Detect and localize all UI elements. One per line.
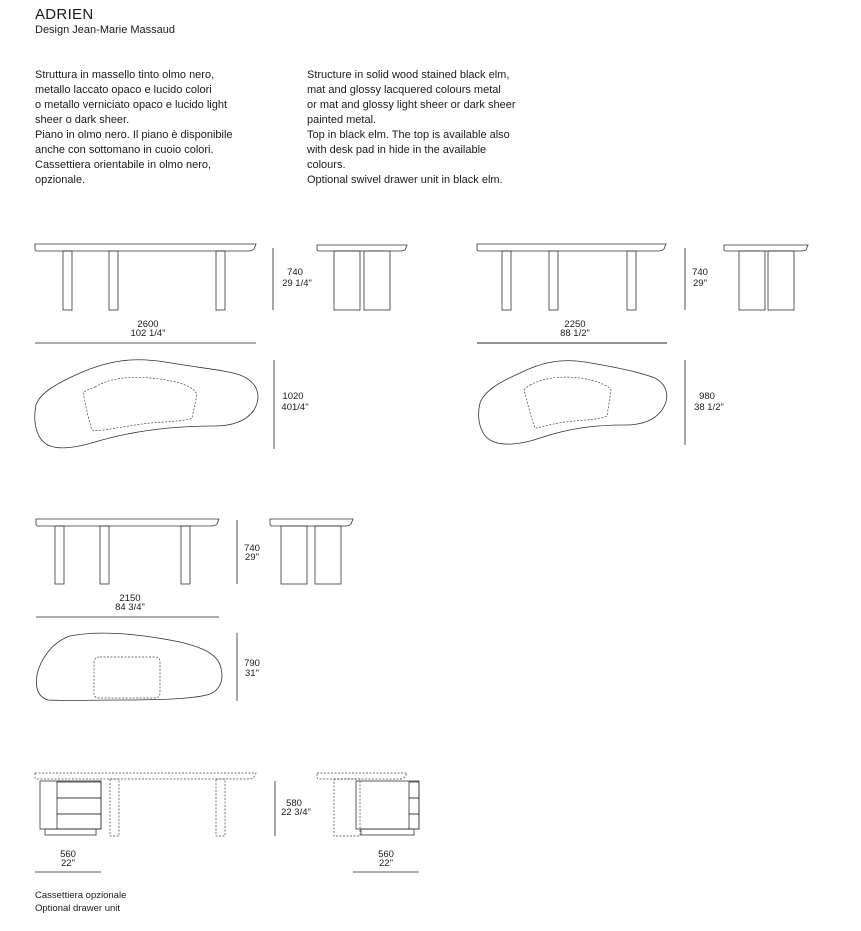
desk-2250-height-in: 29" bbox=[693, 278, 707, 289]
drawer-unit-height-in: 22 3/4" bbox=[281, 807, 311, 818]
designer-credit: Design Jean-Marie Massaud bbox=[35, 24, 176, 36]
description-line: anche con sottomano in cuoio colori. bbox=[35, 144, 214, 156]
desk-2250-top-view bbox=[479, 361, 667, 445]
drawer-note-english: Optional drawer unit bbox=[35, 903, 121, 914]
desk-2150-front-view bbox=[36, 519, 219, 584]
description-line: or mat and glossy light sheer or dark sheer bbox=[307, 99, 516, 111]
desk-2600-depth-in: 401/4" bbox=[281, 402, 309, 413]
description-line: Structure in solid wood stained black elm, bbox=[307, 69, 510, 81]
desk-2250-depth-mm: 980 bbox=[699, 391, 715, 402]
drawer-unit-side-width-mm: 560 bbox=[378, 849, 394, 860]
desk-2600-front-view bbox=[35, 244, 256, 310]
product-title: ADRIEN bbox=[35, 6, 94, 23]
desk-2150-width-in: 84 3/4" bbox=[115, 602, 145, 613]
desk-2600-side-view bbox=[317, 245, 407, 310]
description-line: mat and glossy lacquered colours metal bbox=[307, 84, 501, 96]
desk-2150-side-view bbox=[270, 519, 353, 584]
desk-2150-depth-in: 31" bbox=[245, 668, 259, 679]
desk-2600-height-in: 29 1/4" bbox=[282, 278, 312, 289]
drawer-unit-front-width-mm: 560 bbox=[60, 849, 76, 860]
desk-2250-side-view bbox=[724, 245, 808, 310]
desk-2250-width-mm: 2250 bbox=[564, 319, 586, 330]
desk-2250-width-in: 88 1/2" bbox=[560, 328, 590, 339]
drawer-unit-side-view bbox=[317, 773, 419, 836]
desk-2250-front-view bbox=[477, 244, 666, 310]
description-line: colours. bbox=[307, 159, 346, 171]
drawer-unit-height-mm: 580 bbox=[286, 798, 302, 809]
desk-2150-height-in: 29" bbox=[245, 552, 259, 563]
description-line: Top in black elm. The top is available also bbox=[307, 129, 510, 141]
description-line: opzionale. bbox=[35, 174, 86, 186]
drawer-unit-front-width-in: 22" bbox=[61, 858, 75, 869]
desk-2600-depth-mm: 1020 bbox=[282, 391, 304, 402]
description-line: Piano in olmo nero. Il piano è disponibile bbox=[35, 129, 233, 141]
description-line: Cassettiera orientabile in olmo nero, bbox=[35, 159, 212, 171]
desk-2600-width-mm: 2600 bbox=[137, 319, 159, 330]
drawer-unit-side-width-in: 22" bbox=[379, 858, 393, 869]
description-line: painted metal. bbox=[307, 114, 377, 126]
desk-2600-height-mm: 740 bbox=[287, 267, 303, 278]
desk-2250-depth-in: 38 1/2" bbox=[694, 402, 724, 413]
desk-2150-height-mm: 740 bbox=[244, 543, 260, 554]
desk-2150-width-mm: 2150 bbox=[119, 593, 141, 604]
description-line: Optional swivel drawer unit in black elm. bbox=[307, 174, 503, 186]
desk-2250-height-mm: 740 bbox=[692, 267, 708, 278]
desk-2150-depth-mm: 790 bbox=[244, 658, 260, 669]
drawer-note-italian: Cassettiera opzionale bbox=[35, 890, 127, 901]
description-line: metallo laccato opaco e lucido colori bbox=[35, 84, 212, 96]
description-line: Struttura in massello tinto olmo nero, bbox=[35, 69, 215, 81]
description-line: o metallo verniciato opaco e lucido light bbox=[35, 99, 228, 111]
desk-2600-top-view bbox=[35, 360, 258, 448]
description-line: with desk pad in hide in the available bbox=[307, 144, 487, 156]
desk-2600-width-in: 102 1/4" bbox=[130, 328, 166, 339]
drawer-unit-front-view bbox=[35, 773, 256, 836]
desk-2150-top-view bbox=[36, 633, 222, 700]
description-line: sheer o dark sheer. bbox=[35, 114, 130, 126]
